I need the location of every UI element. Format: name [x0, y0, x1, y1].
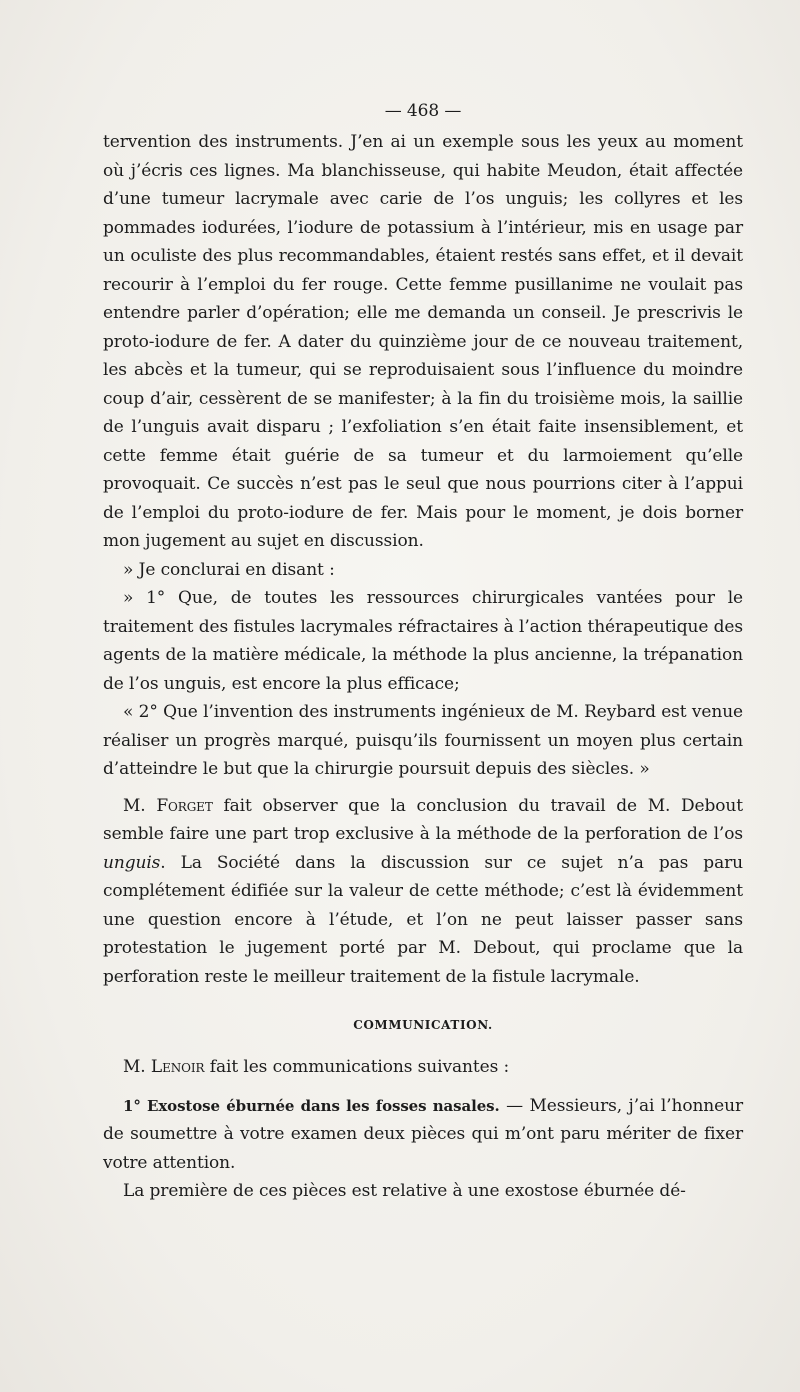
paragraph-lenoir [103, 1053, 743, 1082]
page-number: — 468 — [384, 101, 462, 121]
forget-name: Forget [156, 795, 213, 816]
exostose-title: 1° Exostose éburnée dans les fosses nasales. [123, 1096, 500, 1115]
page-text [103, 96, 743, 1206]
paragraph-exostose [103, 1092, 743, 1178]
paragraph-continuation: tervention des instruments. J’en ai un exemple sous les yeux au moment où j’écris ces lignes. Ma blanchisseuse, qui habite Meudon, était affectée d’une tumeur lacrymale avec carie de l’os unguis; les collyres et les pommades iodurées, l’iodure de potassium à l’intérieur, mis en usage par un oculiste des plus recommandables, étaient restés sans effet, et il devait recourir à l’emploi du fer rouge. Cette femme pusillanime ne voulait pas entendre parler d’opération; elle me demanda un conseil. Je prescrivis le proto-iodure de fer. A dater du quinzième jour de ce nouveau traitement, les abcès et la tumeur, qui se reproduisaient sous l’influence du moindre coup d’air, cessèrent de se manifester; à la fin du troisième mois, la saillie de l’unguis avait disparu ; l’exfoliation s’en était faite insensiblement, et cette femme était guérie de sa tumeur et du larmoiement qu’elle provoquait. Ce succès n’est pas le seul que nous pourrions citer à l’appui de l’emploi du proto-iodure de fer. Mais pour le moment, je dois borner mon jugement au sujet en discussion. [103, 132, 743, 551]
forget-prefix: M. [123, 795, 157, 816]
paragraph-forget [103, 792, 743, 992]
paragraph-conclusion-intro: » Je conclurai en disant : [123, 559, 335, 580]
forget-text-b: . La Société dans la discussion sur ce sujet n’a pas paru complétement édifiée sur la valeur de cette méthode; c’est là évidemment une question encore à l’étude, et l’on ne peut laisser passer sans protestation le jugement porté par M. Debout, qui proclame que la perforation reste le meilleur traitement de la fistule lacrymale. [103, 852, 743, 987]
forget-text-a: fait observer que la conclusion du travail de M. Debout semble faire une part trop exclusive à la méthode de la perforation de l’os [103, 795, 743, 844]
paragraph-first-piece: La première de ces pièces est relative à une exostose éburnée dé- [123, 1181, 686, 1201]
paragraph-conclusion-2: « 2° Que l’invention des instruments ingénieux de M. Reybard est venue réaliser un progrès marqué, puisqu’ils fournissent un moyen plus certain d’atteindre le but que la chirurgie poursuit depuis des siècles. » [103, 702, 743, 779]
exostose-text: — Messieurs, j’ai l’honneur de soumettre à votre examen deux pièces qui m’ont paru mériter de fixer votre attention. [103, 1095, 743, 1173]
lenoir-prefix: M. [123, 1057, 151, 1077]
section-heading: COMMUNICATION. [353, 1018, 493, 1032]
forget-italic: unguis [103, 852, 161, 873]
lenoir-text: fait les communications suivantes : [204, 1057, 510, 1077]
lenoir-name: Lenoir [150, 1057, 205, 1077]
paragraph-conclusion-1: » 1° Que, de toutes les ressources chirurgicales vantées pour le traitement des fistules lacrymales réfractaires à l’action thérapeutique des agents de la matière médicale, la méthode la plus ancienne, la trépanation de l’os unguis, est encore la plus efficace; [103, 588, 743, 694]
